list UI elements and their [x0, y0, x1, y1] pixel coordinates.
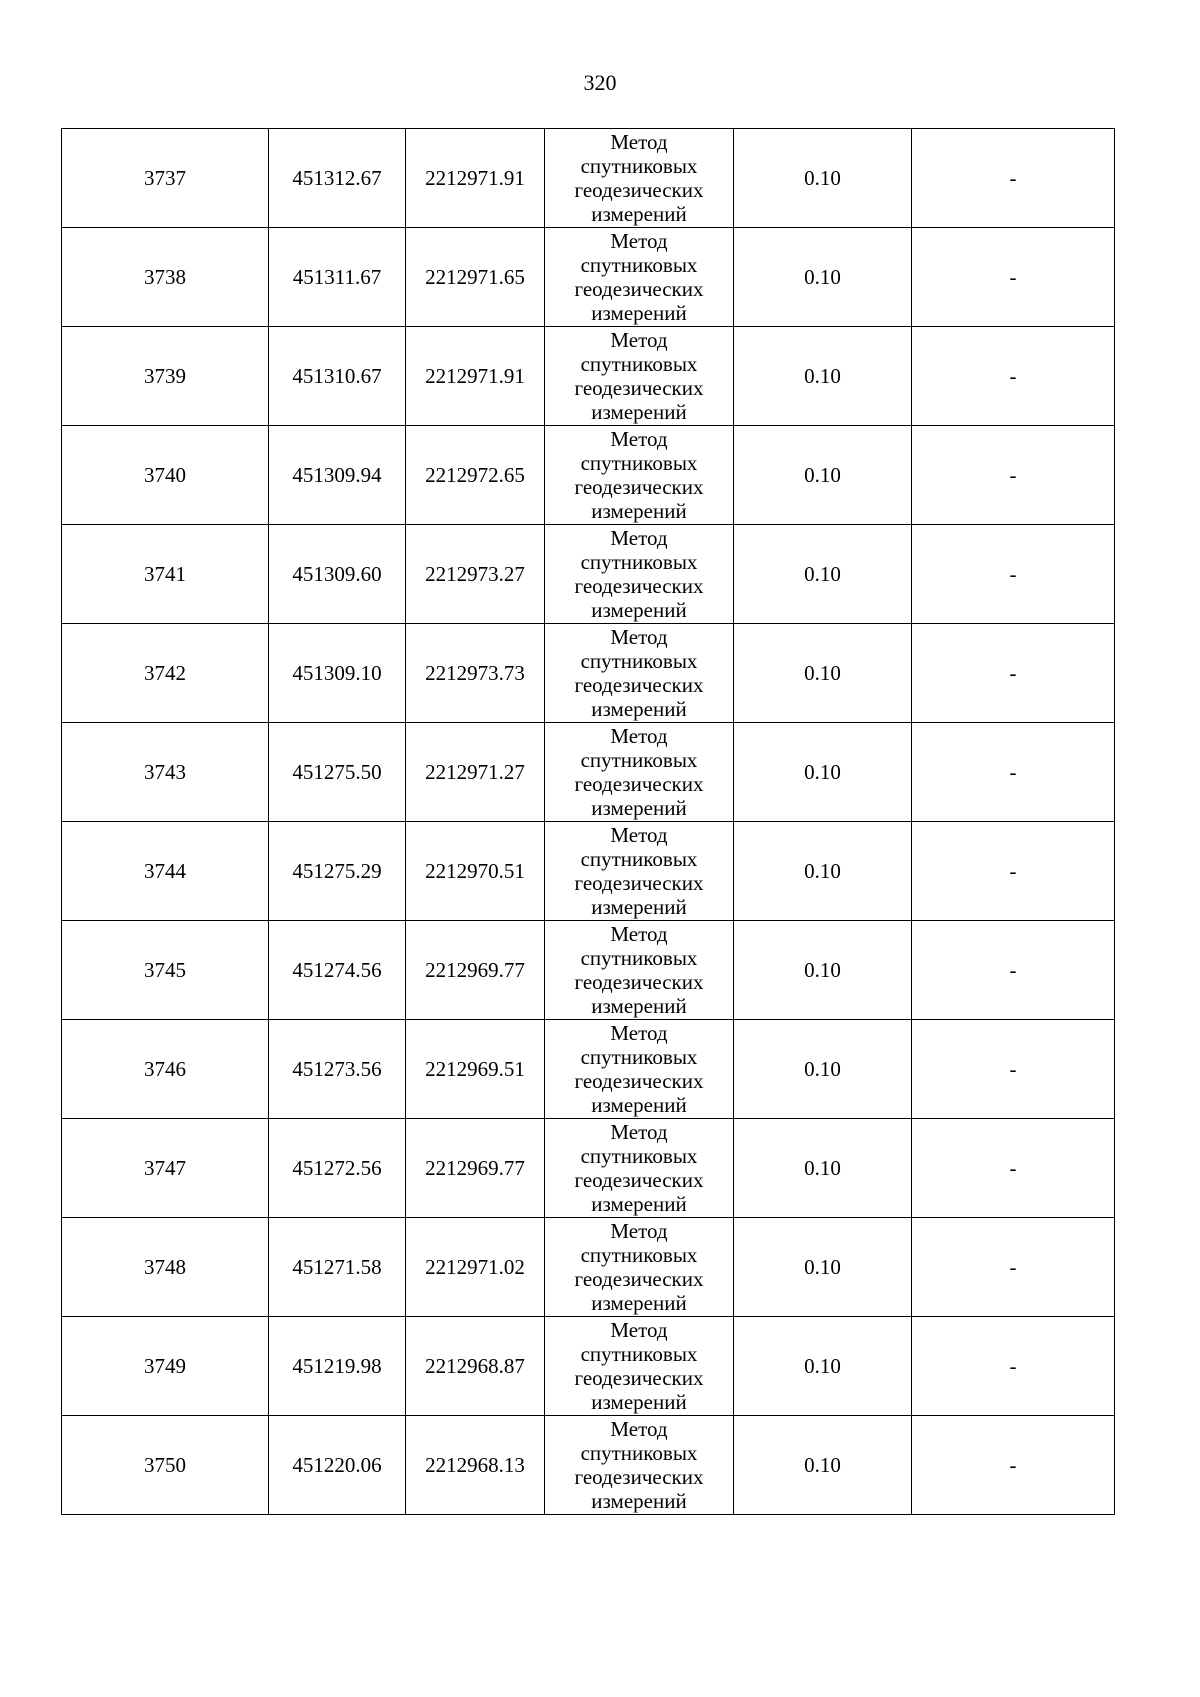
x-coordinate-cell: 451275.29	[269, 822, 406, 921]
x-coordinate-cell: 451271.58	[269, 1218, 406, 1317]
method-text-line: геодезических	[574, 673, 704, 697]
method-text-line: спутниковых	[580, 1342, 698, 1366]
point-number-cell: 3741	[62, 525, 269, 624]
method-cell	[545, 327, 734, 426]
method-text-line: спутниковых	[580, 649, 698, 673]
y-coordinate-cell: 2212969.51	[406, 1020, 545, 1119]
method-text-line: измерений	[591, 499, 687, 523]
y-coordinate-cell: 2212969.77	[406, 1119, 545, 1218]
accuracy-cell: 0.10	[734, 624, 912, 723]
point-number-cell: 3745	[62, 921, 269, 1020]
method-text-line: геодезических	[574, 277, 704, 301]
note-cell: -	[912, 921, 1115, 1020]
method-text-line: геодезических	[574, 1366, 704, 1390]
method-text-line: Метод	[610, 1318, 668, 1342]
table-row	[62, 129, 1115, 228]
method-text-line: геодезических	[574, 1168, 704, 1192]
accuracy-cell: 0.10	[734, 822, 912, 921]
note-cell: -	[912, 1416, 1115, 1515]
point-number-cell: 3746	[62, 1020, 269, 1119]
point-number-cell: 3742	[62, 624, 269, 723]
accuracy-cell: 0.10	[734, 921, 912, 1020]
method-text-line: Метод	[610, 328, 668, 352]
method-cell	[545, 624, 734, 723]
method-text-line: Метод	[610, 724, 668, 748]
y-coordinate-cell: 2212971.65	[406, 228, 545, 327]
method-text-line: измерений	[591, 796, 687, 820]
table-row	[62, 1416, 1115, 1515]
method-cell	[545, 1416, 734, 1515]
method-text-line: геодезических	[574, 1069, 704, 1093]
x-coordinate-cell: 451312.67	[269, 129, 406, 228]
y-coordinate-cell: 2212968.13	[406, 1416, 545, 1515]
point-number-cell: 3737	[62, 129, 269, 228]
method-cell	[545, 723, 734, 822]
table-row	[62, 1218, 1115, 1317]
method-text-line: измерений	[591, 301, 687, 325]
method-cell	[545, 129, 734, 228]
coordinates-table	[61, 128, 1115, 1515]
method-text-line: спутниковых	[580, 946, 698, 970]
method-text-line: геодезических	[574, 871, 704, 895]
y-coordinate-cell: 2212971.02	[406, 1218, 545, 1317]
method-text-line: измерений	[591, 1489, 687, 1513]
page-number: 320	[583, 70, 617, 95]
accuracy-cell: 0.10	[734, 723, 912, 822]
method-text-line: измерений	[591, 895, 687, 919]
note-cell: -	[912, 525, 1115, 624]
method-text-line: Метод	[610, 625, 668, 649]
method-text-line: измерений	[591, 697, 687, 721]
y-coordinate-cell: 2212970.51	[406, 822, 545, 921]
method-cell	[545, 921, 734, 1020]
table-row	[62, 525, 1115, 624]
point-number-cell: 3747	[62, 1119, 269, 1218]
accuracy-cell: 0.10	[734, 1020, 912, 1119]
method-text-line: спутниковых	[580, 1144, 698, 1168]
note-cell: -	[912, 1317, 1115, 1416]
method-text-line: Метод	[610, 823, 668, 847]
method-text-line: геодезических	[574, 376, 704, 400]
table-row	[62, 327, 1115, 426]
point-number-cell: 3748	[62, 1218, 269, 1317]
note-cell: -	[912, 129, 1115, 228]
accuracy-cell: 0.10	[734, 327, 912, 426]
accuracy-cell: 0.10	[734, 1218, 912, 1317]
method-text-line: Метод	[610, 1219, 668, 1243]
y-coordinate-cell: 2212971.91	[406, 327, 545, 426]
method-text-line: геодезических	[574, 475, 704, 499]
method-text-line: геодезических	[574, 1267, 704, 1291]
method-text-line: Метод	[610, 130, 668, 154]
method-text-line: спутниковых	[580, 1243, 698, 1267]
accuracy-cell: 0.10	[734, 1119, 912, 1218]
note-cell: -	[912, 723, 1115, 822]
y-coordinate-cell: 2212968.87	[406, 1317, 545, 1416]
x-coordinate-cell: 451274.56	[269, 921, 406, 1020]
y-coordinate-cell: 2212973.27	[406, 525, 545, 624]
method-text-line: измерений	[591, 400, 687, 424]
note-cell: -	[912, 228, 1115, 327]
note-cell: -	[912, 327, 1115, 426]
method-text-line: измерений	[591, 202, 687, 226]
method-text-line: Метод	[610, 1021, 668, 1045]
table-row	[62, 921, 1115, 1020]
method-text-line: геодезических	[574, 574, 704, 598]
point-number-cell: 3744	[62, 822, 269, 921]
method-text-line: спутниковых	[580, 550, 698, 574]
table-row	[62, 723, 1115, 822]
method-text-line: спутниковых	[580, 847, 698, 871]
point-number-cell: 3740	[62, 426, 269, 525]
method-text-line: спутниковых	[580, 748, 698, 772]
method-text-line: измерений	[591, 1192, 687, 1216]
method-cell	[545, 525, 734, 624]
x-coordinate-cell: 451310.67	[269, 327, 406, 426]
note-cell: -	[912, 822, 1115, 921]
method-text-line: спутниковых	[580, 451, 698, 475]
method-cell	[545, 1218, 734, 1317]
y-coordinate-cell: 2212973.73	[406, 624, 545, 723]
accuracy-cell: 0.10	[734, 525, 912, 624]
method-cell	[545, 1317, 734, 1416]
table-row	[62, 426, 1115, 525]
table-row	[62, 1119, 1115, 1218]
x-coordinate-cell: 451309.94	[269, 426, 406, 525]
method-text-line: спутниковых	[580, 1045, 698, 1069]
method-text-line: измерений	[591, 1291, 687, 1315]
method-text-line: Метод	[610, 526, 668, 550]
method-cell	[545, 1119, 734, 1218]
accuracy-cell: 0.10	[734, 1416, 912, 1515]
table-row	[62, 228, 1115, 327]
method-text-line: геодезических	[574, 178, 704, 202]
y-coordinate-cell: 2212969.77	[406, 921, 545, 1020]
accuracy-cell: 0.10	[734, 228, 912, 327]
method-cell	[545, 426, 734, 525]
y-coordinate-cell: 2212971.91	[406, 129, 545, 228]
method-text-line: Метод	[610, 427, 668, 451]
method-text-line: геодезических	[574, 970, 704, 994]
point-number-cell: 3750	[62, 1416, 269, 1515]
x-coordinate-cell: 451309.60	[269, 525, 406, 624]
note-cell: -	[912, 1020, 1115, 1119]
method-text-line: Метод	[610, 922, 668, 946]
method-text-line: Метод	[610, 1120, 668, 1144]
method-text-line: Метод	[610, 1417, 668, 1441]
point-number-cell: 3749	[62, 1317, 269, 1416]
coordinates-table-body	[62, 129, 1115, 1515]
method-text-line: спутниковых	[580, 253, 698, 277]
method-cell	[545, 228, 734, 327]
point-number-cell: 3743	[62, 723, 269, 822]
method-cell	[545, 1020, 734, 1119]
x-coordinate-cell: 451273.56	[269, 1020, 406, 1119]
table-row	[62, 1317, 1115, 1416]
note-cell: -	[912, 426, 1115, 525]
x-coordinate-cell: 451309.10	[269, 624, 406, 723]
point-number-cell: 3738	[62, 228, 269, 327]
method-text-line: измерений	[591, 598, 687, 622]
method-text-line: спутниковых	[580, 352, 698, 376]
table-row	[62, 1020, 1115, 1119]
method-text-line: измерений	[591, 1390, 687, 1414]
point-number-cell: 3739	[62, 327, 269, 426]
table-row	[62, 822, 1115, 921]
x-coordinate-cell: 451220.06	[269, 1416, 406, 1515]
y-coordinate-cell: 2212972.65	[406, 426, 545, 525]
method-text-line: геодезических	[574, 772, 704, 796]
method-text-line: геодезических	[574, 1465, 704, 1489]
note-cell: -	[912, 624, 1115, 723]
method-text-line: измерений	[591, 994, 687, 1018]
table-row	[62, 624, 1115, 723]
x-coordinate-cell: 451272.56	[269, 1119, 406, 1218]
method-text-line: Метод	[610, 229, 668, 253]
accuracy-cell: 0.10	[734, 1317, 912, 1416]
y-coordinate-cell: 2212971.27	[406, 723, 545, 822]
x-coordinate-cell: 451219.98	[269, 1317, 406, 1416]
note-cell: -	[912, 1218, 1115, 1317]
note-cell: -	[912, 1119, 1115, 1218]
method-text-line: спутниковых	[580, 1441, 698, 1465]
x-coordinate-cell: 451311.67	[269, 228, 406, 327]
accuracy-cell: 0.10	[734, 426, 912, 525]
x-coordinate-cell: 451275.50	[269, 723, 406, 822]
method-text-line: спутниковых	[580, 154, 698, 178]
method-cell	[545, 822, 734, 921]
accuracy-cell: 0.10	[734, 129, 912, 228]
method-text-line: измерений	[591, 1093, 687, 1117]
